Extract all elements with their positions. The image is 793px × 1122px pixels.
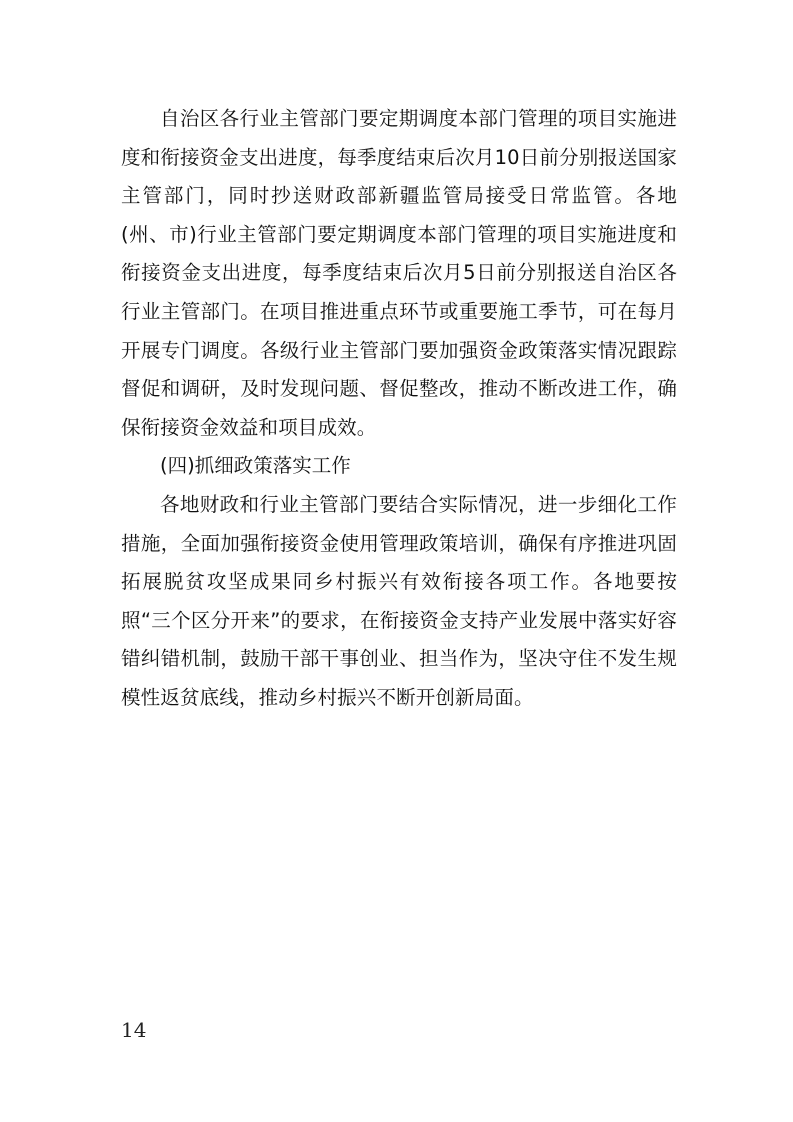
section-heading: (四)抓细政策落实工作 bbox=[160, 454, 351, 478]
document-body bbox=[121, 100, 677, 718]
page-number: 14 bbox=[121, 1018, 147, 1042]
section-paragraph: 各地财政和行业主管部门要结合实际情况，进一步细化工作措施，全面加强衔接资金使用管理政策培训，确保有序推进巩固拓展脱贫攻坚成果同乡村振兴有效衔接各项工作。各地要按照“三个区分开来”的要求，在衔接资金支持产业发展中落实好容错纠错机制，鼓励干部干事创业、担当作为，坚决守住不发生规模性返贫底线，推动乡村振兴不断开创新局面。 bbox=[121, 492, 677, 709]
body-paragraph: 自治区各行业主管部门要定期调度本部门管理的项目实施进度和衔接资金支出进度，每季度结束后次月10日前分别报送国家主管部门，同时抄送财政部新疆监管局接受日常监管。各地(州、市)行业主管部门要定期调度本部门管理的项目实施进度和衔接资金支出进度，每季度结束后次月5日前分别报送自治区各行业主管部门。在项目推进重点环节或重要施工季节，可在每月开展专门调度。各级行业主管部门要加强资金政策落实情况跟踪督促和调研，及时发现问题、督促整改，推动不断改进工作，确保衔接资金效益和项目成效。 bbox=[121, 107, 677, 439]
